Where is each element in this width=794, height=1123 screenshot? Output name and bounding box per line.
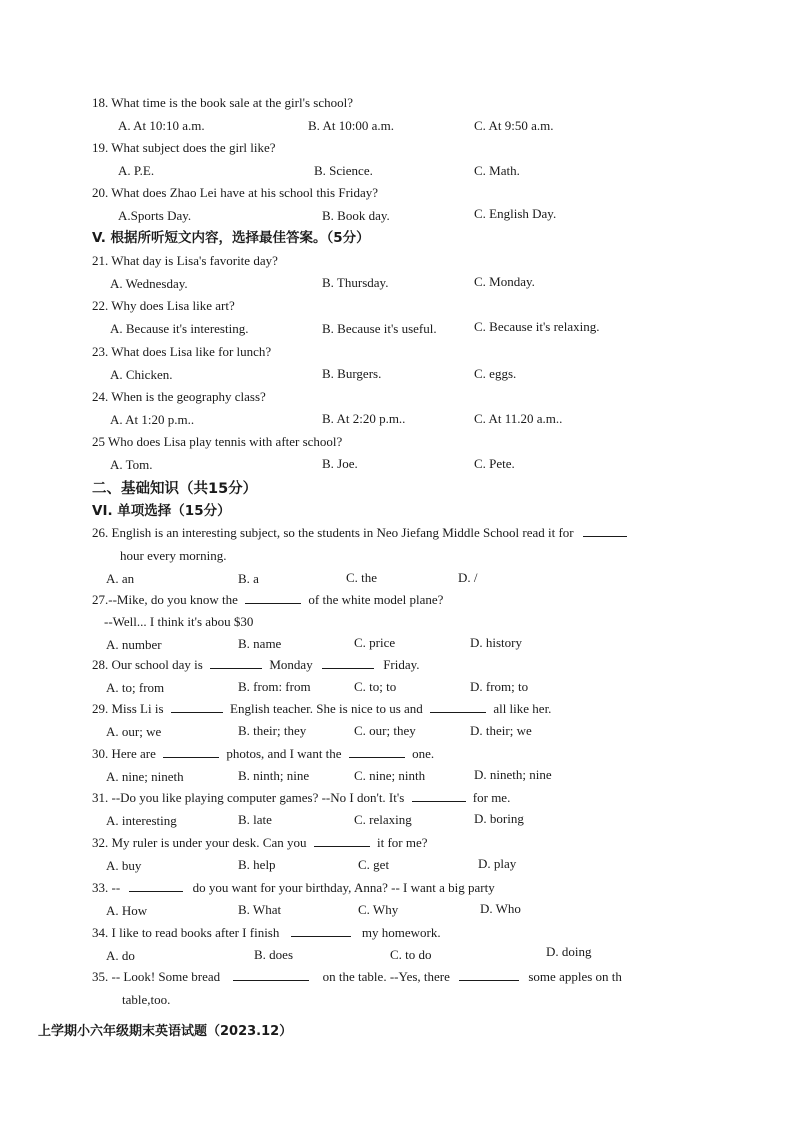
question-22: 22. Why does Lisa like art? [92, 298, 235, 313]
q30-blank-1 [163, 746, 219, 758]
q30-option-a: A. nine; nineth [106, 769, 184, 784]
question-25: 25 Who does Lisa play tennis with after school? [92, 434, 343, 449]
q24-option-a: A. At 1:20 p.m.. [110, 412, 195, 427]
q28-option-d: D. from; to [470, 679, 529, 694]
question-31 [92, 789, 510, 807]
q34-text-1: 34. I like to read books after I finish [92, 925, 280, 940]
question-24: 24. When is the geography class? [92, 389, 266, 404]
q33-text-2: do you want for your birthday, Anna? -- I want a big party [192, 880, 495, 895]
q23-option-a: A. Chicken. [110, 367, 173, 382]
q30-text-1: 30. Here are [92, 746, 156, 761]
q27-text-3: --Well... I think it's abou $30 [104, 614, 254, 629]
q28-option-c: C. to; to [354, 679, 397, 694]
section-5-heading: V. 根据所听短文内容，选择最佳答案。（5分） [92, 230, 370, 246]
question-23: 23. What does Lisa like for lunch? [92, 344, 272, 359]
question-18: 18. What time is the book sale at the girl's school? [92, 95, 353, 110]
q35-text-2: on the table. --Yes, there [322, 969, 450, 984]
q19-option-c: C. Math. [474, 163, 520, 178]
q35-blank-1 [233, 969, 309, 981]
q26-text-1: 26. English is an interesting subject, so the students in Neo Jiefang Middle School read it for [92, 525, 574, 540]
q32-option-b: B. help [238, 857, 276, 872]
q33-text-1: 33. -- [92, 880, 121, 895]
q29-blank-2 [430, 701, 486, 713]
question-21: 21. What day is Lisa's favorite day? [92, 253, 278, 268]
question-32 [92, 834, 428, 852]
q21-option-b: B. Thursday. [322, 275, 389, 290]
q29-option-a: A. our; we [106, 724, 162, 739]
q35-text-4: table,too. [122, 992, 171, 1007]
question-29 [92, 700, 551, 718]
q19-option-a: A. P.E. [118, 163, 155, 178]
q30-blank-2 [349, 746, 405, 758]
q26-option-a: A. an [106, 571, 135, 586]
q29-text-1: 29. Miss Li is [92, 701, 164, 716]
q29-blank-1 [171, 701, 223, 713]
q28-blank-1 [210, 657, 262, 669]
q35-text-3: some apples on th [528, 969, 622, 984]
q22-option-a: A. Because it's interesting. [110, 321, 249, 336]
q23-option-c: C. eggs. [474, 366, 517, 381]
q25-option-c: C. Pete. [474, 456, 515, 471]
q25-option-b: B. Joe. [322, 456, 358, 471]
q28-option-a: A. to; from [106, 680, 165, 695]
q33-option-b: B. What [238, 902, 282, 917]
q32-option-d: D. play [478, 856, 517, 871]
q34-blank [291, 925, 351, 937]
q32-blank [314, 835, 370, 847]
q31-option-d: D. boring [474, 811, 524, 826]
q20-option-b: B. Book day. [322, 208, 390, 223]
exam-footer: 上学期小六年级期末英语试题（2023.12） [38, 1024, 293, 1039]
q30-option-b: B. ninth; nine [238, 768, 310, 783]
question-26 [92, 524, 627, 542]
q31-blank [412, 790, 466, 802]
q34-text-2: my homework. [361, 925, 441, 940]
q26-option-c: C. the [346, 570, 378, 585]
q28-text-1: 28. Our school day is [92, 657, 203, 672]
q29-option-b: B. their; they [238, 723, 307, 738]
q35-text-1: 35. -- Look! Some bread [92, 969, 221, 984]
q22-option-b: B. Because it's useful. [322, 321, 437, 336]
q31-text-1: 31. --Do you like playing computer games? --No I don't. It's [92, 790, 405, 805]
q34-option-c: C. to do [390, 947, 432, 962]
q27-option-c: C. price [354, 635, 396, 650]
q18-option-b: B. At 10:00 a.m. [308, 118, 394, 133]
q27-blank [245, 592, 301, 604]
q28-text-2: Monday [269, 657, 313, 672]
question-35 [92, 968, 622, 986]
q31-option-c: C. relaxing [354, 812, 412, 827]
q31-text-2: for me. [472, 790, 511, 805]
q33-option-c: C. Why [358, 902, 399, 917]
q25-option-a: A. Tom. [110, 457, 153, 472]
q32-text-1: 32. My ruler is under your desk. Can you [92, 835, 307, 850]
q31-option-a: A. interesting [106, 813, 177, 828]
q24-option-b: B. At 2:20 p.m.. [322, 411, 406, 426]
question-33 [92, 879, 495, 897]
question-19: 19. What subject does the girl like? [92, 140, 276, 155]
q27-option-b: B. name [238, 636, 282, 651]
q31-option-b: B. late [238, 812, 272, 827]
q23-option-b: B. Burgers. [322, 366, 382, 381]
q26-option-b: B. a [238, 571, 259, 586]
q35-blank-2 [459, 969, 519, 981]
question-30 [92, 745, 434, 763]
q18-option-c: C. At 9:50 a.m. [474, 118, 554, 133]
q30-text-3: one. [412, 746, 435, 761]
q26-blank [583, 525, 627, 537]
q27-option-d: D. history [470, 635, 522, 650]
question-28 [92, 656, 420, 674]
q29-text-3: all like her. [493, 701, 552, 716]
question-27 [92, 591, 443, 609]
q19-option-b: B. Science. [314, 163, 373, 178]
q29-option-c: C. our; they [354, 723, 416, 738]
q34-option-d: D. doing [546, 944, 592, 959]
q22-option-c: C. Because it's relaxing. [474, 319, 600, 334]
q34-option-b: B. does [254, 947, 293, 962]
q30-option-c: C. nine; ninth [354, 768, 426, 783]
q29-option-d: D. their; we [470, 723, 532, 738]
q28-text-3: Friday. [383, 657, 420, 672]
q33-option-a: A. How [106, 903, 148, 918]
q27-option-a: A. number [106, 637, 162, 652]
q24-option-c: C. At 11.20 a.m.. [474, 411, 563, 426]
section-6-heading: VI. 单项选择（15分） [92, 503, 231, 519]
q28-blank-2 [322, 657, 374, 669]
q21-option-c: C. Monday. [474, 274, 535, 289]
q30-option-d: D. nineth; nine [474, 767, 552, 782]
q27-text-2: of the white model plane? [308, 592, 444, 607]
q21-option-a: A. Wednesday. [110, 276, 188, 291]
q33-blank [129, 880, 183, 892]
q32-option-c: C. get [358, 857, 390, 872]
q32-text-2: it for me? [376, 835, 428, 850]
q26-option-d: D. / [458, 570, 478, 585]
q30-text-2: photos, and I want the [226, 746, 342, 761]
q26-text-2: hour every morning. [120, 548, 227, 563]
q18-option-a: A. At 10:10 a.m. [118, 118, 205, 133]
question-20: 20. What does Zhao Lei have at his school this Friday? [92, 185, 379, 200]
q32-option-a: A. buy [106, 858, 142, 873]
q20-option-c: C. English Day. [474, 206, 557, 221]
q34-option-a: A. do [106, 948, 135, 963]
q27-text-1: 27.--Mike, do you know the [92, 592, 238, 607]
q20-option-a: A.Sports Day. [118, 208, 192, 223]
q28-option-b: B. from: from [238, 679, 311, 694]
question-34 [92, 924, 441, 942]
q29-text-2: English teacher. She is nice to us and [230, 701, 423, 716]
q33-option-d: D. Who [480, 901, 521, 916]
part-2-heading: 二、基础知识（共15分） [92, 481, 258, 497]
